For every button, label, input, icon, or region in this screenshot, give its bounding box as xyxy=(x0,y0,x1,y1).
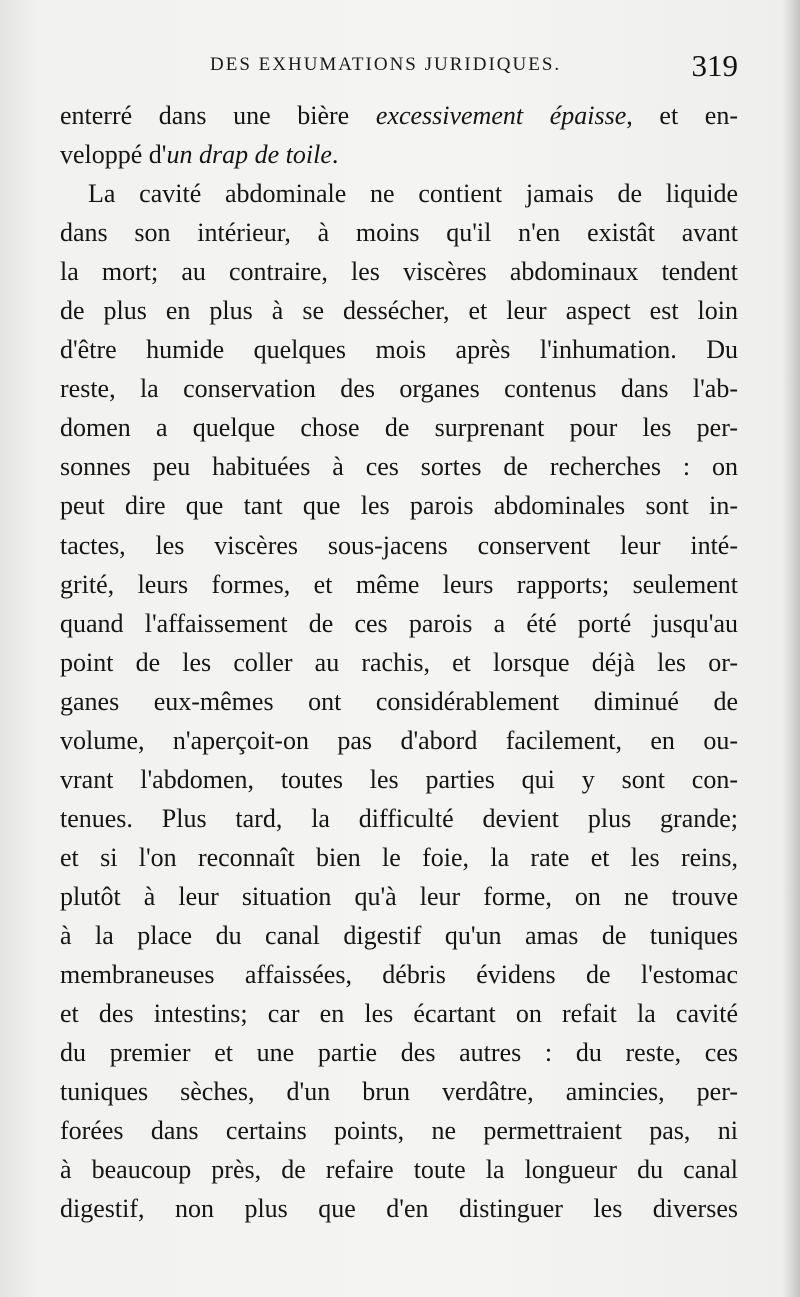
text-line: du premier et une partie des autres : du reste, ces xyxy=(60,1038,738,1068)
text-line: sonnes peu habituées à ces sortes de recherches : on xyxy=(60,452,738,482)
text-line: reste, la conservation des organes contenus dans l'ab- xyxy=(60,374,738,404)
text-line: vrant l'abdomen, toutes les parties qui y sont con- xyxy=(60,764,738,794)
italic-phrase: un drap de toile xyxy=(166,140,332,170)
text-line: de plus en plus à se dessécher, et leur aspect est loin xyxy=(60,296,738,326)
page-number: 319 xyxy=(691,48,738,83)
text-line: tuniques sèches, d'un brun verdâtre, amincies, per- xyxy=(60,1077,738,1107)
text-line: domen a quelque chose de surprenant pour les per- xyxy=(60,413,738,443)
text-line: et des intestins; car en les écartant on refait la cavité xyxy=(60,999,738,1029)
text-line: à la place du canal digestif qu'un amas de tuniques xyxy=(60,920,738,950)
text-line: La cavité abdominale ne contient jamais de liquide xyxy=(88,179,738,209)
text-line: digestif, non plus que d'en distinguer les diverses xyxy=(60,1194,738,1224)
text-line: tenues. Plus tard, la difficulté devient plus grande; xyxy=(60,803,738,833)
text-line: ganes eux-mêmes ont considérablement diminué de xyxy=(60,686,738,716)
text-line: peut dire que tant que les parois abdominales sont in- xyxy=(60,491,738,521)
text-line: d'être humide quelques mois après l'inhumation. Du xyxy=(60,335,738,365)
text-line: membraneuses affaissées, débris évidens de l'estomac xyxy=(60,960,738,990)
page-header xyxy=(60,48,740,88)
text-line: forées dans certains points, ne permettraient pas, ni xyxy=(60,1116,738,1146)
text-line: point de les coller au rachis, et lorsque déjà les or- xyxy=(60,647,738,677)
text-line: veloppé d'un drap de toile. xyxy=(60,140,339,170)
text-line: enterré dans une bière excessivement épaisse, et en- xyxy=(60,101,739,130)
text-line: dans son intérieur, à moins qu'il n'en existât avant xyxy=(60,218,738,248)
italic-phrase: excessivement épaisse xyxy=(375,101,627,130)
text-line: la mort; au contraire, les viscères abdominaux tendent xyxy=(60,257,738,287)
text-line: et si l'on reconnaît bien le foie, la rate et les reins, xyxy=(60,842,738,872)
text-line: quand l'affaissement de ces parois a été porté jusqu'au xyxy=(60,608,738,638)
page-edge-shadow xyxy=(782,0,800,1297)
text-line: à beaucoup près, de refaire toute la longueur du canal xyxy=(60,1155,738,1185)
text-line: grité, leurs formes, et même leurs rapports; seulement xyxy=(60,569,738,599)
body-text xyxy=(60,96,738,1228)
text-line: volume, n'aperçoit-on pas d'abord facilement, en ou- xyxy=(60,725,738,755)
text-line: plutôt à leur situation qu'à leur forme, on ne trouve xyxy=(60,881,738,911)
text-line: tactes, les viscères sous-jacens conservent leur inté- xyxy=(60,530,738,560)
running-head: DES EXHUMATIONS JURIDIQUES. xyxy=(210,54,562,75)
